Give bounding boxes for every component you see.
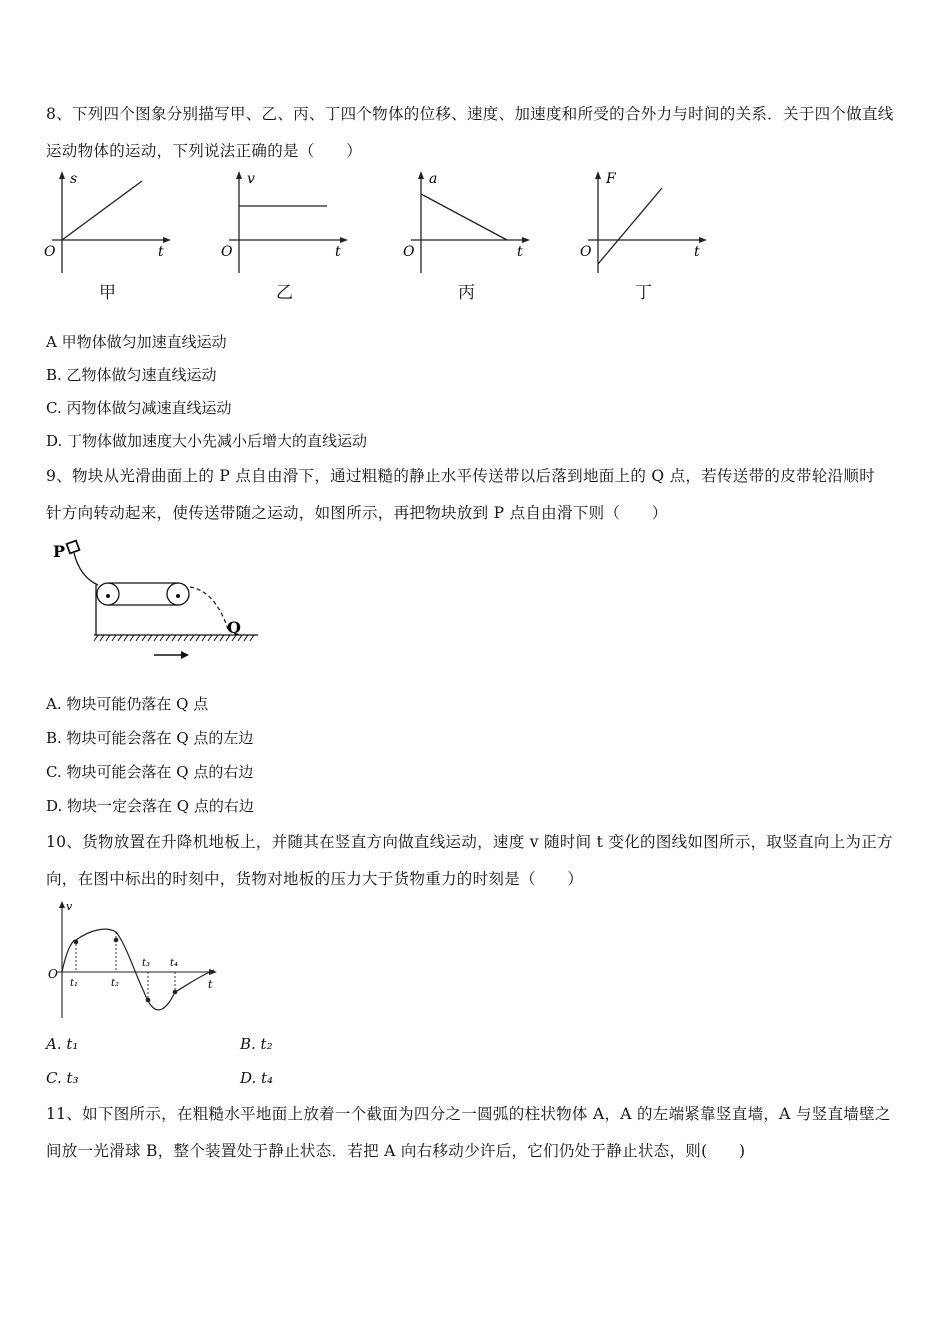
caption-yi: 乙 (276, 283, 293, 303)
q10-option-d[interactable]: D. t₄ (240, 1069, 274, 1087)
q8-stem-line1: 8、下列四个图象分别描写甲、乙、丙、丁四个物体的位移、速度、加速度和所受的合外力与时间的关系．关于四个做直线 (46, 105, 894, 123)
jia-xlabel: t (158, 244, 164, 260)
bing-origin: O (403, 244, 415, 260)
velocity-curve (62, 929, 214, 1010)
vt-graph (44, 896, 224, 1020)
graph-jia (40, 168, 180, 278)
vt-ylabel: v (66, 900, 73, 913)
vt-origin: O (48, 967, 58, 981)
q11-stem-line2: 间放一光滑球 B，整个装置处于静止状态．若把 A 向右移动少许后，它们仍处于静止状态，则( ) (46, 1142, 746, 1160)
q8-stem-line2: 运动物体的运动，下列说法正确的是（ ） (46, 142, 363, 160)
graph-bing (399, 168, 539, 278)
graph-yi (217, 168, 357, 278)
curved-ramp (74, 553, 98, 585)
vt-t1-label: t₁ (70, 978, 79, 989)
yi-origin: O (221, 244, 233, 260)
caption-jia: 甲 (99, 283, 116, 303)
bing-xlabel: t (517, 244, 523, 260)
point-q-label: Q (227, 618, 241, 637)
vt-t4-label: t₄ (170, 958, 179, 969)
caption-ding: 丁 (635, 283, 652, 303)
vt-t2-label: t₂ (111, 978, 120, 989)
yi-xlabel: t (335, 244, 341, 260)
point-p-label: P (53, 542, 66, 561)
ding-ylabel: F (606, 171, 616, 187)
vt-xlabel: t (208, 978, 213, 991)
caption-bing: 丙 (458, 283, 475, 303)
q10-option-b[interactable]: B. t₂ (240, 1035, 273, 1053)
q9-stem-line1: 9、物块从光滑曲面上的 P 点自由滑下，通过粗糙的静止水平传送带以后落到地面上的 Q 点，若传送带的皮带轮沿顺时 (46, 467, 876, 485)
q9-option-b[interactable]: B. 物块可能会落在 Q 点的左边 (46, 729, 254, 747)
q10-stem-line1: 10、货物放置在升降机地板上，并随其在竖直方向做直线运动，速度 v 随时间 t 变化的图线如图所示，取竖直向上为正方 (46, 833, 893, 851)
q10-option-c[interactable]: C. t₃ (46, 1069, 79, 1087)
trajectory (190, 587, 228, 629)
q10-stem-line2: 向，在图中标出的时刻中，货物对地板的压力大于货物重力的时刻是（ ） (46, 870, 584, 888)
q9-option-d[interactable]: D. 物块一定会落在 Q 点的右边 (46, 797, 254, 815)
yi-ylabel: v (247, 171, 255, 187)
graph-ding (576, 168, 716, 278)
jia-line (62, 181, 142, 240)
q9-option-c[interactable]: C. 物块可能会落在 Q 点的右边 (46, 763, 254, 781)
jia-origin: O (44, 244, 56, 260)
q10-option-a[interactable]: A. t₁ (46, 1035, 79, 1053)
ding-line (598, 188, 662, 264)
q9-stem-line2: 针方向转动起来，使传送带随之运动，如图所示，再把物块放到 P 点自由滑下则（ ） (46, 504, 668, 522)
vt-t3-label: t₃ (142, 958, 151, 969)
q8-option-c[interactable]: C. 丙物体做匀减速直线运动 (46, 399, 232, 417)
ding-origin: O (580, 244, 592, 260)
ding-xlabel: t (694, 244, 700, 260)
conveyor-figure (50, 535, 265, 665)
bing-line (421, 194, 507, 240)
q8-option-d[interactable]: D. 丁物体做加速度大小先减小后增大的直线运动 (46, 432, 368, 450)
q9-option-a[interactable]: A. 物块可能仍落在 Q 点 (46, 695, 209, 713)
jia-ylabel: s (70, 171, 78, 187)
block-icon (67, 541, 80, 554)
q8-option-b[interactable]: B. 乙物体做匀速直线运动 (46, 366, 217, 384)
bing-ylabel: a (429, 171, 438, 187)
q11-stem-line1: 11、如下图所示，在粗糙水平地面上放着一个截面为四分之一圆弧的柱状物体 A，A 的左端紧靠竖直墙，A 与竖直墙壁之 (46, 1105, 891, 1123)
q8-option-a[interactable]: A 甲物体做匀加速直线运动 (46, 333, 227, 351)
